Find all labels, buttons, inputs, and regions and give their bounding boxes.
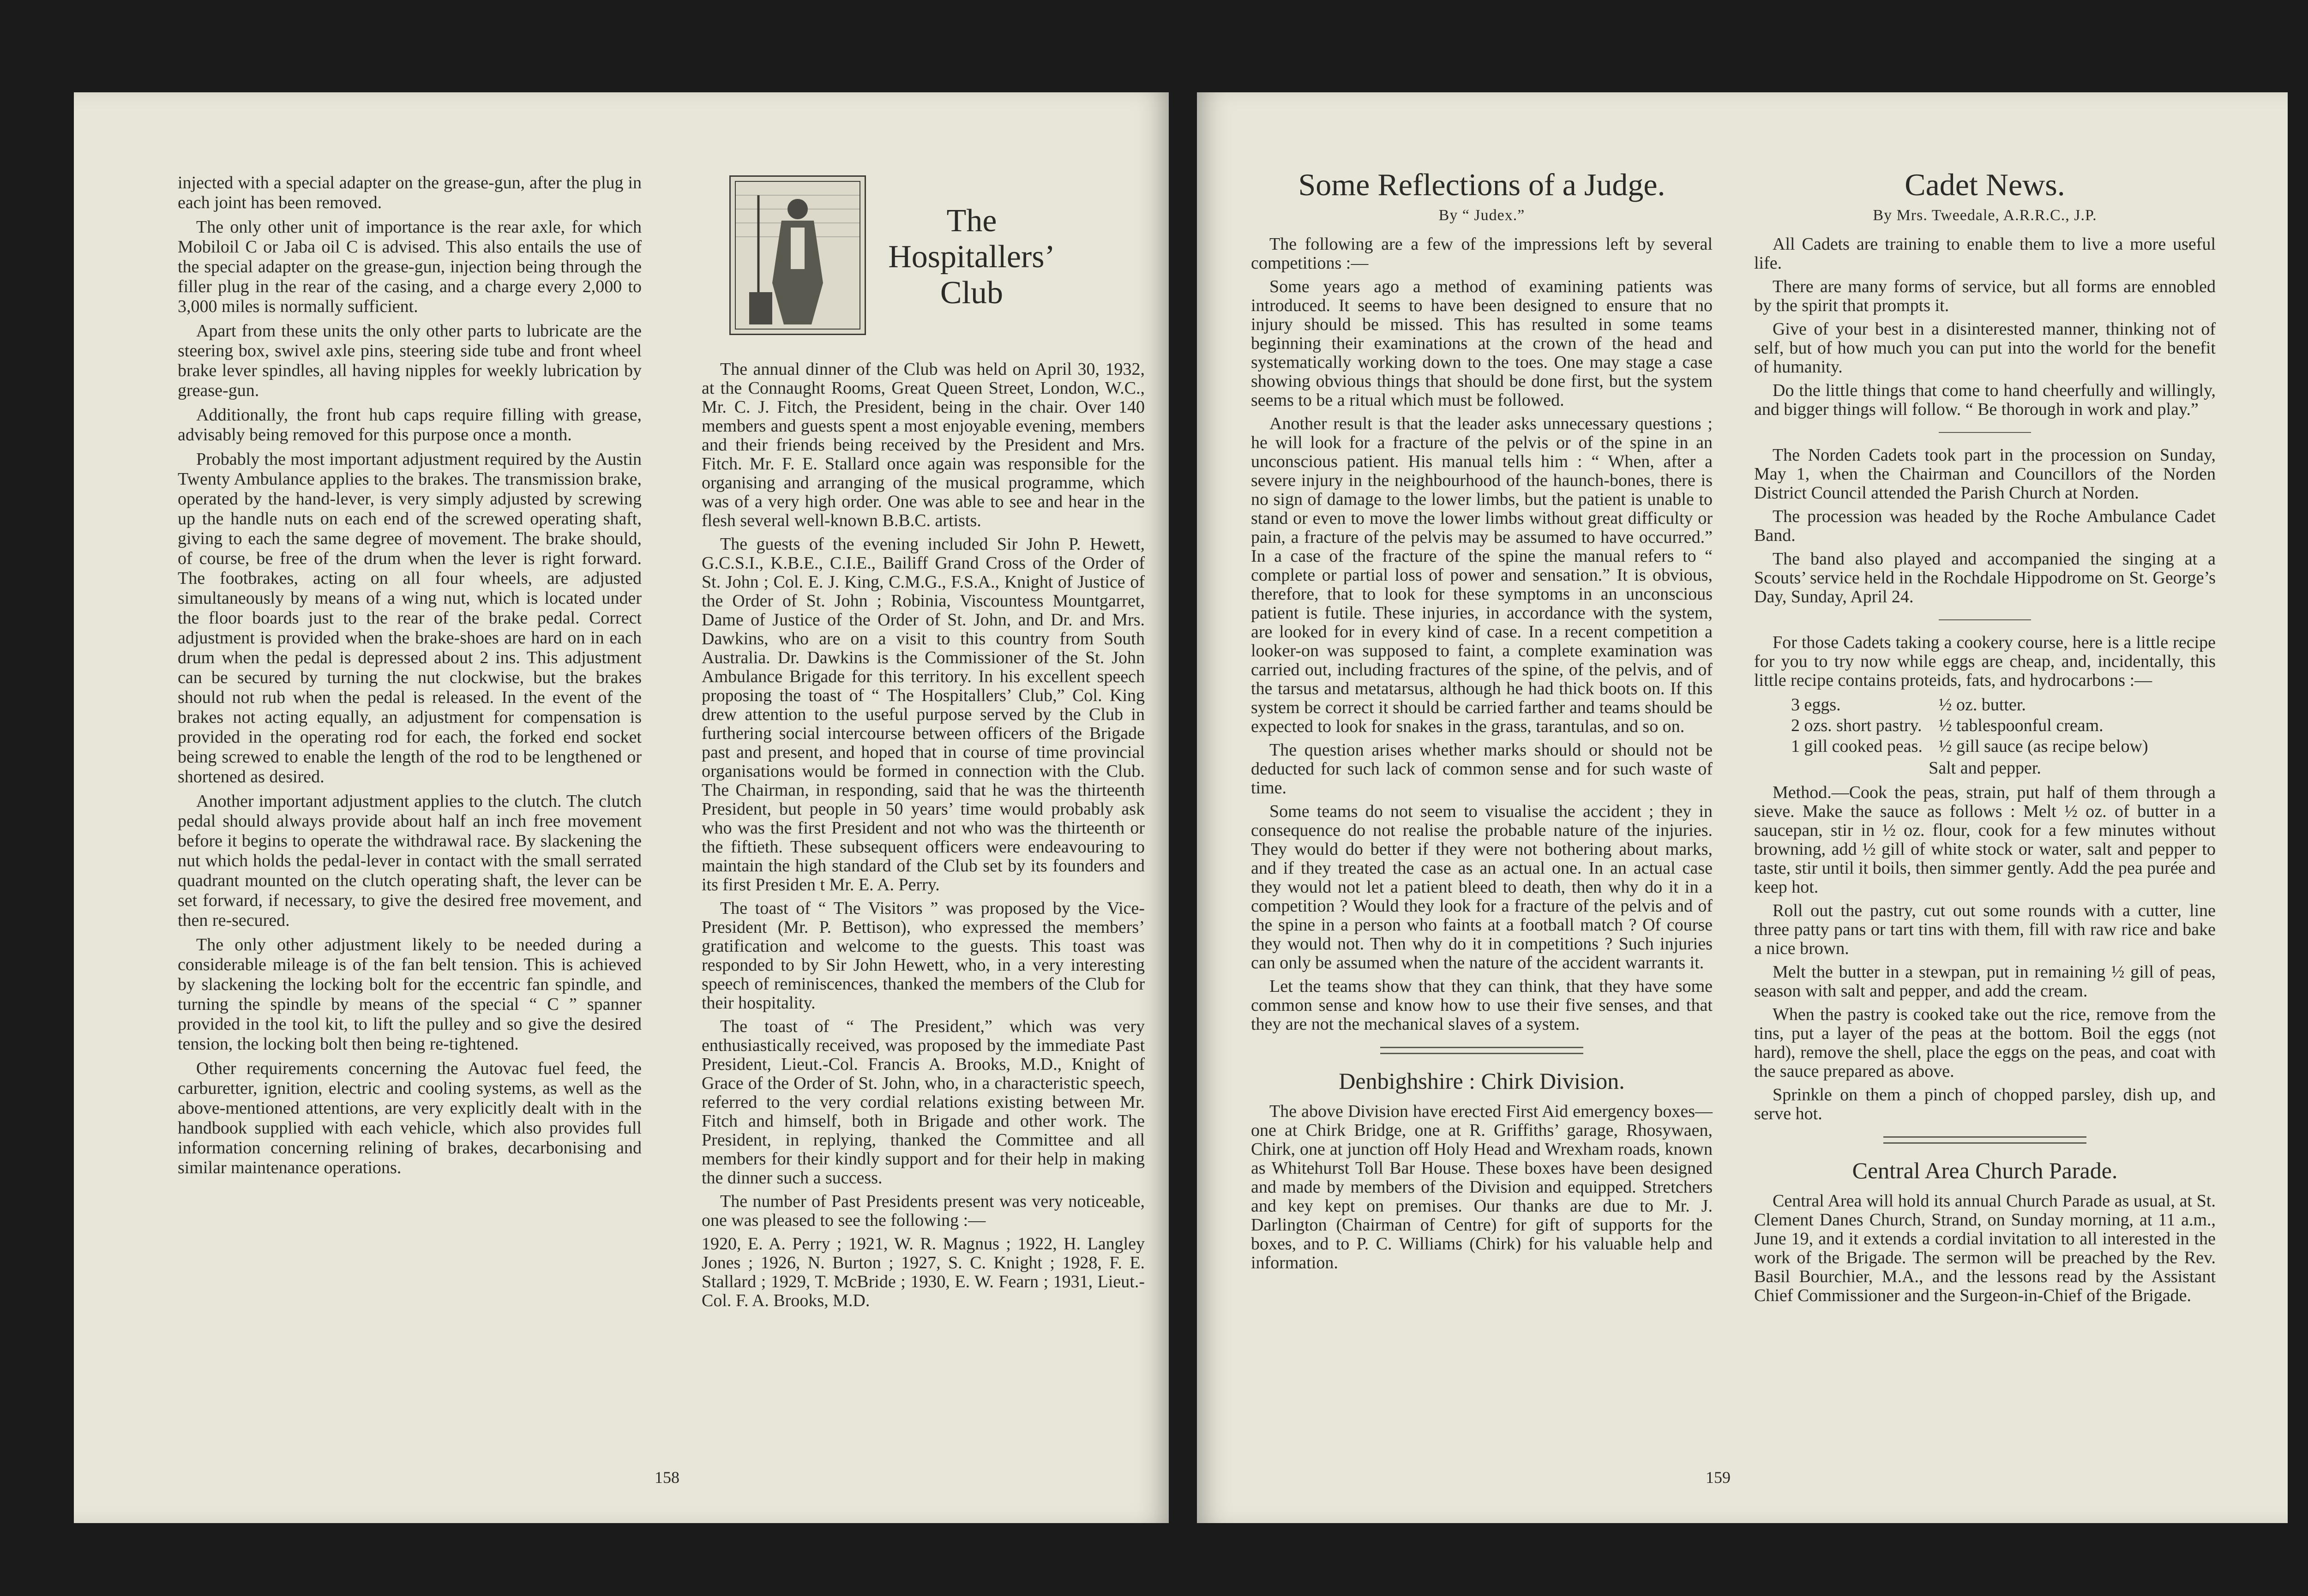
paragraph: The guests of the evening included Sir John P. Hewett, G.C.S.I., K.B.E., C.I.E., Bailiff Grand Cross of the Order of St. John ; Col. E. J. King, C.M.G., F.S.A., Knight of Justice of the Order of St. John ; Robinia, Viscountess Mountgarret, Dame of Justice of the Order of St. John, and Dr. and Mrs. Dawkins, who are on a visit to this country from South Australia. Dr. Dawkins is the Commissioner of the St. John Ambulance Brigade for this territory. In his excellent speech proposing the toast of “ The Hospitallers’ Club,” Col. King drew attention to the useful purpose served by the Club in furthering social intercourse between officers of the Brigade past and present, and hoped that in course of time provincial organisations would be formed in connection with the Club. The Chairman, in responding, said that he was the thirteenth President, but people in 50 years’ time would probably ask who was the first President and not who was the thirteenth or the fiftieth. These subsequent officers were endeavouring to maintain the high standard of the Club set by its founders and its first Presiden t Mr. E. A. Perry. xyxy=(702,534,1145,894)
denbighshire-title: Denbighshire : Chirk Division. xyxy=(1339,1068,1625,1094)
paragraph: Apart from these units the only other parts to lubricate are the steering box, swivel axle pins, steering side tube and front wheel brake lever spindles, all having nipples for weekly lubrication by grease-gun. xyxy=(178,321,642,400)
ingredient: ½ oz. butter. xyxy=(1939,695,2026,714)
paragraph: Do the little things that come to hand cheerfully and willingly, and bigger things will follow. “ Be thorough in work and play.” xyxy=(1754,381,2216,419)
paragraph: Other requirements concerning the Autovac fuel feed, the carburetter, ignition, electric and cooling systems, as well as the above-mentioned attentions, are very explicitly dealt with in the handbook supplied with each vehicle, which also provides full information concerning relining of brakes, decarbonising and similar maintenance operations. xyxy=(178,1059,642,1177)
title-line: The xyxy=(946,203,997,239)
ingredient: 2 ozs. short pastry. xyxy=(1791,716,1922,735)
paragraph: Probably the most important adjustment required by the Austin Twenty Ambulance applies to the brakes. The transmission brake, operated by the hand-lever, is very simply adjusted by screwing up the handle nuts on each end of the screwed operating shaft, giving to each the same degree of movement. The brake should, of course, be free of the drum when the lever is right forward. The footbrakes, acting on all four wheels, are adjusted simultaneously by means of a wing nut, which is located under the floor boards just to the rear of the brake pedal. Correct adjustment is provided when the brake-shoes are hard on in each drum when the pedal is depressed about 2 ins. This adjustment can be secured by turning the nut clockwise, but the brakes should not rub when the pedal is released. In the event of the brakes not acting equally, an adjustment for compensation is provided in the operating rod for each, the forked end socket being screwed to enable the length of the rod to be lengthened or shortened as desired. xyxy=(178,450,642,786)
paragraph: Additionally, the front hub caps require filling with grease, advisably being removed for this purpose once a month. xyxy=(178,405,642,444)
paragraph: Sprinkle on them a pinch of chopped parsley, dish up, and serve hot. xyxy=(1754,1085,2216,1123)
ingredient: ½ tablespoonful cream. xyxy=(1939,716,2104,735)
paragraph: Let the teams show that they can think, that they have some common sense and know how to use their five senses, and that they are not the mechanical slaves of a system. xyxy=(1251,977,1713,1034)
paragraph: All Cadets are training to enable them to live a more useful life. xyxy=(1754,234,2216,273)
paragraph: There are many forms of service, but all forms are ennobled by the spirit that prompts it. xyxy=(1754,277,2216,315)
judge-title: Some Reflections of a Judge. xyxy=(1298,167,1665,202)
paragraph: The procession was headed by the Roche Ambulance Cadet Band. xyxy=(1754,507,2216,545)
central-area-title: Central Area Church Parade. xyxy=(1852,1158,2118,1183)
section-divider xyxy=(1939,432,2031,433)
ingredient: ½ gill sauce (as recipe below) xyxy=(1939,737,2148,756)
paragraph: The annual dinner of the Club was held on April 30, 1932, at the Connaught Rooms, Great Queen Street, London, W.C., Mr. C. J. Fitch, the President, being in the chair. Over 140 members and guests spent a most enjoyable evening, members and their friends being received by the President and Mrs. Fitch. Mr. F. E. Stallard once again was responsible for the organising and arranging of the musical programme, which was of a very high order. One was able to see and hear in the flesh several well-known B.B.C. artists. xyxy=(702,360,1145,530)
left-column-auto-article xyxy=(178,173,642,1182)
judge-byline: By “ Judex.” xyxy=(1438,207,1525,224)
ingredient: 3 eggs. xyxy=(1791,695,1841,714)
paragraph: Method.—Cook the peas, strain, put half of them through a sieve. Make the sauce as follows : Melt ½ oz. of butter in a saucepan, stir in ½ oz. flour, cook for a few minutes without browning, add ½ gill of white stock or water, salt and pepper to taste, stir until it boils, then simmer gently. Add the pea purée and keep hot. xyxy=(1754,783,2216,897)
section-divider xyxy=(1380,1047,1583,1054)
paragraph: Roll out the pastry, cut out some rounds with a cutter, line three patty pans or tart tins with them, fill with raw rice and bake a nice brown. xyxy=(1754,901,2216,958)
paragraph: injected with a special adapter on the grease-gun, after the plug in each joint has been removed. xyxy=(178,173,642,212)
title-line: Club xyxy=(940,275,1004,311)
hospitallers-club-title xyxy=(879,203,1064,311)
paragraph: The band also played and accompanied the singing at a Scouts’ service held in the Rochdale Hippodrome on St. George’s Day, Sunday, April 24. xyxy=(1754,549,2216,606)
judge-article xyxy=(1251,166,1713,1277)
paragraph: Central Area will hold its annual Church Parade as usual, at St. Clement Danes Church, Strand, on Sunday morning, at 11 a.m., June 19, and it extends a cordial invitation to all interested in the work of the Brigade. The sermon will be preached by the Rev. Basil Bourchier, M.A., and the lessons read by the Assistant Chief Commissioner and the Surgeon-in-Chief of the Brigade. xyxy=(1754,1191,2216,1305)
paragraph: The only other unit of importance is the rear axle, for which Mobiloil C or Jaba oil C is advised. This also entails the use of the special adapter on the grease-gun, injection being through the filler plug in the rear of the casing, and a charge every 2,000 to 3,000 miles is normally sufficient. xyxy=(178,217,642,316)
ingredient: 1 gill cooked peas. xyxy=(1791,737,1923,756)
paragraph: The following are a few of the impressions left by several competitions :— xyxy=(1251,234,1713,273)
paragraph: The toast of “ The President,” which was very enthusiastically received, was proposed by the immediate Past President, Lieut.-Col. Francis A. Brooks, M.D., Knight of Grace of the Order of St. John, who, in a characteristic speech, referred to the very cordial relations existing between Mr. Fitch and himself, both in Brigade and other work. The President, in replying, thanked the Committee and all members for their kindly support and for their help in making the dinner such a success. xyxy=(702,1017,1145,1188)
title-line: Hospitallers’ xyxy=(888,239,1055,275)
paragraph: Some teams do not seem to visualise the accident ; they in consequence do not realise the probable nature of the injuries. They would do better if they were not bothering about marks, and if they treated the case as an actual one. In an actual case they would not let a patient bleed to death, then why do it in a competition ? Would they look for a fracture of the pelvis and of the spine in a person who faints at a football match ? Of course they would not. Then why do it in competitions ? Such injuries can only be assumed when the nature of the accident warrants it. xyxy=(1251,802,1713,972)
paragraph: When the pastry is cooked take out the rice, remove from the tins, put a layer of the peas at the bottom. Boil the eggs (not hard), remove the shell, place the eggs on the peas, and coat with the sauce prepared as above. xyxy=(1754,1005,2216,1081)
paragraph: The question arises whether marks should or should not be deducted for such lack of common sense and for such waste of time. xyxy=(1251,740,1713,798)
ingredients-list xyxy=(1791,696,2216,756)
paragraph: The number of Past Presidents present was very noticeable, one was pleased to see the following :— xyxy=(702,1192,1145,1230)
paragraph: The only other adjustment likely to be needed during a considerable mileage is of the fan belt tension. This is achieved by slackening the locking bolt for the eccentric fan spindle, and turning the spindle by means of the special “ C ” spanner provided in the tool kit, to lift the pulley and so give the desired tension, the locking bolt then being re-tightened. xyxy=(178,935,642,1054)
cadet-news-byline: By Mrs. Tweedale, A.R.R.C., J.P. xyxy=(1873,207,2097,224)
cadet-news-title: Cadet News. xyxy=(1905,167,2065,202)
paragraph: The Norden Cadets took part in the procession on Sunday, May 1, when the Chairman and Councillors of the Norden District Council attended the Parish Church at Norden. xyxy=(1754,445,2216,503)
paragraph: Another important adjustment applies to the clutch. The clutch pedal should always provide about half an inch free movement before it begins to operate the withdrawal race. By slackening the nut which holds the pedal-lever in contact with the small serrated quadrant mounted on the clutch operating shaft, the lever can be set forward, if necessary, to give the desired free movement, and then re-secured. xyxy=(178,792,642,930)
page-number-left: 158 xyxy=(655,1468,679,1487)
paragraph: The toast of “ The Visitors ” was proposed by the Vice-President (Mr. P. Bettison), who expressed the members’ gratification and welcome to the guests. This toast was responded to by Sir John Hewett, who, in a very interesting speech of reminiscences, thanked the members of the Club for their hospitality. xyxy=(702,899,1145,1013)
page-number-right: 159 xyxy=(1706,1468,1731,1487)
paragraph: 1920, E. A. Perry ; 1921, W. R. Magnus ; 1922, H. Langley Jones ; 1926, N. Burton ; 1927, S. C. Knight ; 1928, F. E. Stallard ; 1929, T. McBride ; 1930, E. W. Fearn ; 1931, Lieut.-Col. F. A. Brooks, M.D. xyxy=(702,1234,1145,1310)
paragraph: Melt the butter in a stewpan, put in remaining ½ gill of peas, season with salt and pepper, and add the cream. xyxy=(1754,962,2216,1001)
section-divider xyxy=(1883,1136,2086,1144)
cadet-news-article xyxy=(1754,166,2216,1310)
section-divider xyxy=(1939,619,2031,620)
knight-figure-icon xyxy=(731,177,865,334)
paragraph: Some years ago a method of examining patients was introduced. It seems to have been designed to ensure that no injury should be missed. This has resulted in some teams beginning their examinations at the crown of the head and systematically working down to the toes. One may stage a case showing obvious things that should be done first, but the system seems to be a ritual which must be followed. xyxy=(1251,277,1713,410)
ingredient: Salt and pepper. xyxy=(1929,758,2041,778)
knight-woodcut-image xyxy=(729,175,866,335)
paragraph: For those Cadets taking a cookery course, here is a little recipe for you to try now while eggs are cheap, and, incidentally, this little recipe contains proteids, fats, and hydrocarbons :— xyxy=(1754,633,2216,690)
hospitallers-club-article xyxy=(702,360,1145,1315)
paragraph: Another result is that the leader asks unnecessary questions ; he will look for a fracture of the pelvis or of the spine in an unconscious patient. His manual tells him : “ When, after a severe injury in the neighbourhood of the haunch-bones, there is no sign of damage to the lower limbs, but the patient is unable to stand or even to move the lower limbs without great difficulty or pain, a fracture of the pelvis may be assumed to have occurred.” In a case of the fracture of the spine the manual refers to “ complete or partial loss of power and sensation.” It is obvious, therefore, that to look for these symptoms in an unconscious patient is futile. These injuries, in accordance with the system, are looked for in every kind of case. In a recent competition a looker-on was supposed to faint, a complete examination was carried out, including fractures of the spine, of the pelvis, and of the tarsus and metatarsus, although he had thick boots on. If this system be correct it should be carried farther and teams should be expected to look for snakes in the grass, tarantulas, and so on. xyxy=(1251,414,1713,736)
paragraph: Give of your best in a disinterested manner, thinking not of self, but of how much you can put into the world for the benefit of humanity. xyxy=(1754,319,2216,377)
paragraph: The above Division have erected First Aid emergency boxes—one at Chirk Bridge, one at R. Griffiths’ garage, Rhosywaen, Chirk, one at junction off Holy Head and Wrexham roads, known as Whitehurst Toll Bar House. These boxes have been designed and made by members of the Division and equipped. Stretchers and key kept on premises. Our thanks are due to Mr. J. Darlington (Chairman of Centre) for gift of supports for the boxes, and to P. C. Williams (Chirk) for his valuable help and information. xyxy=(1251,1102,1713,1272)
